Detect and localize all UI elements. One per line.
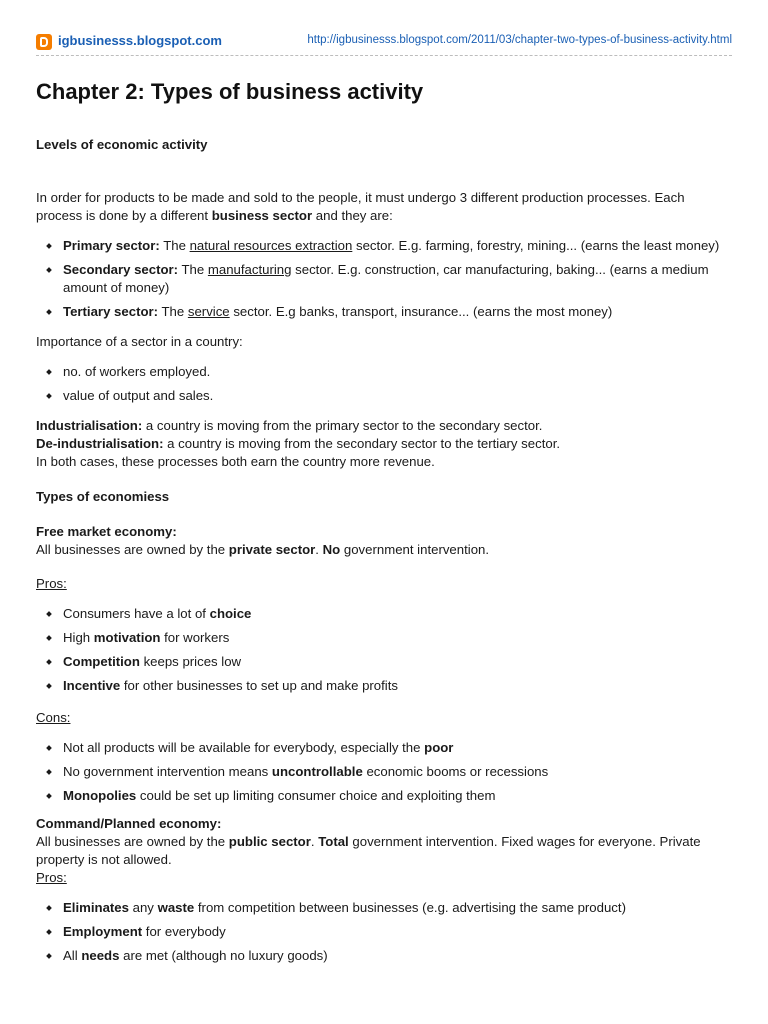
article	[36, 78, 732, 965]
list-item: High motivation for workers	[36, 629, 732, 647]
list-item: No government intervention means uncontrollable economic booms or recessions	[36, 763, 732, 781]
industrialisation-definition: Industrialisation: a country is moving from the primary sector to the secondary sector.	[36, 418, 543, 433]
list-item: All needs are met (although no luxury goods)	[36, 947, 732, 965]
list-item: Monopolies could be set up limiting consumer choice and exploiting them	[36, 787, 732, 805]
command-pros-list	[36, 899, 732, 965]
list-item: Secondary sector: The manufacturing sector. E.g. construction, car manufacturing, baking... (earns a medium amount of money)	[36, 261, 732, 297]
command-heading: Command/Planned economy:	[36, 816, 222, 831]
list-item: Employment for everybody	[36, 923, 732, 941]
list-item: Competition keeps prices low	[36, 653, 732, 671]
levels-intro: In order for products to be made and sold to the people, it must undergo 3 different production processes. Each process is done by a different business sector and they are:	[36, 190, 685, 223]
importance-heading: Importance of a sector in a country:	[36, 334, 243, 349]
list-item: Tertiary sector: The service sector. E.g banks, transport, insurance... (earns the most money)	[36, 303, 732, 321]
levels-heading: Levels of economic activity	[36, 137, 208, 152]
list-item: Not all products will be available for everybody, especially the poor	[36, 739, 732, 757]
free-market-cons-label: Cons:	[36, 710, 71, 725]
header-divider	[36, 55, 732, 56]
command-pros-label: Pros:	[36, 870, 67, 885]
importance-list	[36, 363, 732, 405]
free-market-pros-list	[36, 605, 732, 695]
list-item: value of output and sales.	[36, 387, 732, 405]
list-item: Incentive for other businesses to set up and make profits	[36, 677, 732, 695]
sector-list	[36, 237, 732, 321]
site-link[interactable]: igbusinesss.blogspot.com	[58, 33, 222, 48]
both-cases-note: In both cases, these processes both earn the country more revenue.	[36, 454, 435, 469]
list-item: no. of workers employed.	[36, 363, 732, 381]
deindustrialisation-definition: De-industrialisation: a country is moving from the secondary sector to the tertiary sector.	[36, 436, 561, 451]
page-header	[36, 32, 732, 52]
free-market-pros-label: Pros:	[36, 576, 67, 591]
economies-heading: Types of economiess	[36, 489, 170, 504]
free-market-description: All businesses are owned by the private sector. No government intervention.	[36, 542, 490, 557]
page-url-link[interactable]: http://igbusinesss.blogspot.com/2011/03/chapter-two-types-of-business-activity.html	[307, 34, 732, 46]
list-item: Primary sector: The natural resources extraction sector. E.g. farming, forestry, mining... (earns the least money)	[36, 237, 732, 255]
blogger-logo-icon[interactable]	[36, 34, 52, 50]
page-title: Chapter 2: Types of business activity	[36, 79, 424, 104]
free-market-heading: Free market economy:	[36, 524, 177, 539]
list-item: Consumers have a lot of choice	[36, 605, 732, 623]
free-market-cons-list	[36, 739, 732, 805]
list-item: Eliminates any waste from competition between businesses (e.g. advertising the same product)	[36, 899, 732, 917]
command-description: All businesses are owned by the public sector. Total government intervention. Fixed wages for everyone. Private property is not allowed.	[36, 834, 701, 867]
